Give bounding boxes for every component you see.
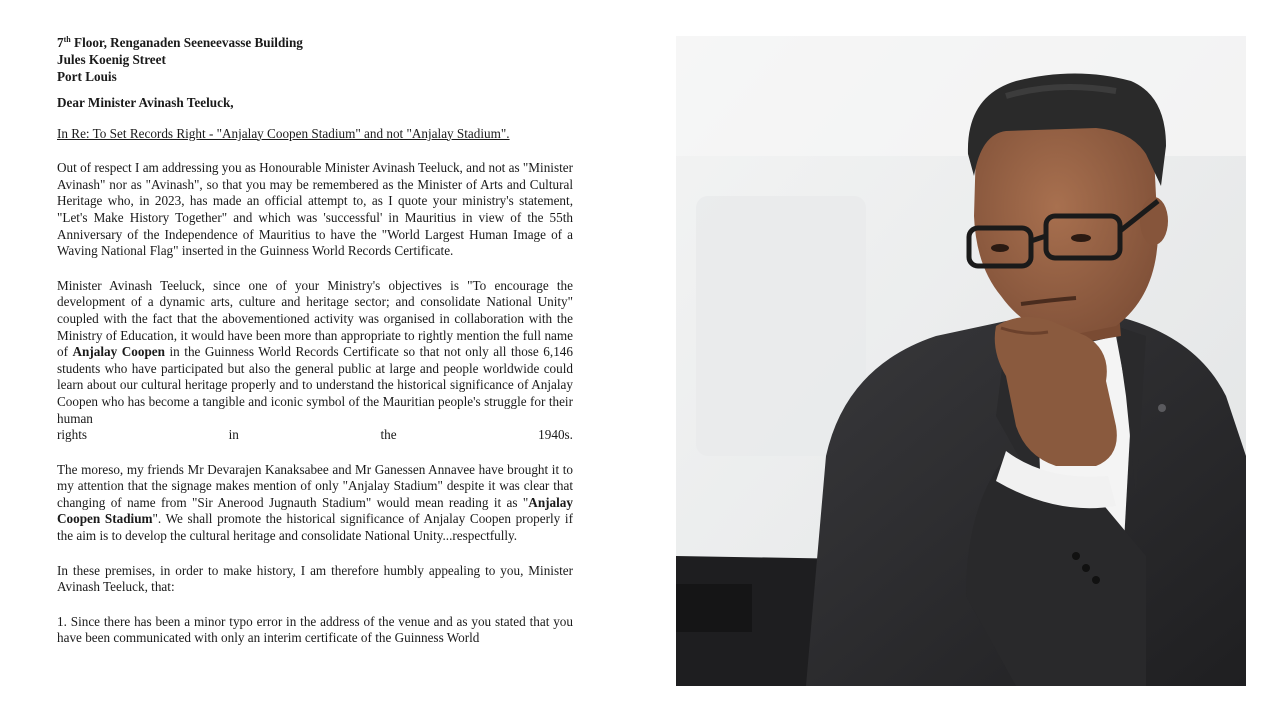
paragraph-2-last-line: rights in the 1940s. [57, 427, 573, 443]
laptop-sticker [676, 584, 752, 632]
paragraph-1: Out of respect I am addressing you as Honourable Minister Avinash Teeluck, and not as "Minister Avinash" nor as "Avinash", so that you may be remembered as the Minister of Arts and Cultural Heritage who, in 2023, has made an official attempt to, as I quote your ministry's statement, "Let's Make History Together" and which was 'successful' in Mauritius in view of the 55th Anniversary of the Independence of Mauritius to have the "World Largest Human Image of a Waving National Flag" inserted in the Guinness World Records Certificate. [57, 160, 573, 259]
paragraph-4: In these premises, in order to make history, I am therefore humbly appealing to you, Minister Avinash Teeluck, that: [57, 562, 573, 595]
letter-document [57, 34, 573, 686]
paragraph-2: Minister Avinash Teeluck, since one of your Ministry's objectives is "To encourage the development of a dynamic arts, culture and heritage sector; and consolidate National Unity" coupled with the fact that the abovementioned activity was organised in collaboration with the Ministry of Education, it would have been more than appropriate to rightly mention the full name of Anjalay Coopen in the Guinness World Records Certificate so that not only all those 6,146 students who have participated but also the general public at large and people worldwide could learn about our cultural heritage properly and to understand the historical significance of Anjalay Coopen who has become a tangible and iconic symbol of the Mauritian people's struggle for their human [57, 277, 573, 426]
paragraph-5: 1. Since there has been a minor typo error in the address of the venue and as you stated that you have been communicated with only an interim certificate of the Guinness World [57, 613, 573, 646]
man-portrait-illustration [676, 36, 1246, 686]
sleeve-button-3 [1092, 576, 1100, 584]
lapel-pin [1158, 404, 1166, 412]
salutation: Dear Minister Avinash Teeluck, [57, 95, 234, 110]
subject-line: In Re: To Set Records Right - "Anjalay Coopen Stadium" and not "Anjalay Stadium". [57, 125, 510, 141]
address-line-3: Port Louis [57, 69, 117, 84]
sender-address [57, 34, 573, 85]
sleeve-button-2 [1082, 564, 1090, 572]
sleeve-button-1 [1072, 552, 1080, 560]
address-line-1: 7th Floor, Renganaden Seeneevasse Building [57, 35, 303, 50]
portrait-photo [676, 36, 1246, 686]
address-line-2: Jules Koenig Street [57, 52, 166, 67]
eye-right [1071, 234, 1091, 242]
paragraph-3: The moreso, my friends Mr Devarajen Kanaksabee and Mr Ganessen Annavee have brought it to my attention that the signage makes mention of only "Anjalay Stadium" despite it was clear that changing of name from "Sir Anerood Jugnauth Stadium" would mean reading it as "Anjalay Coopen Stadium". We shall promote the historical significance of Anjalay Coopen properly if the aim is to develop the cultural heritage and consolidate National Unity...respectfully. [57, 461, 573, 544]
eye-left [991, 244, 1009, 252]
